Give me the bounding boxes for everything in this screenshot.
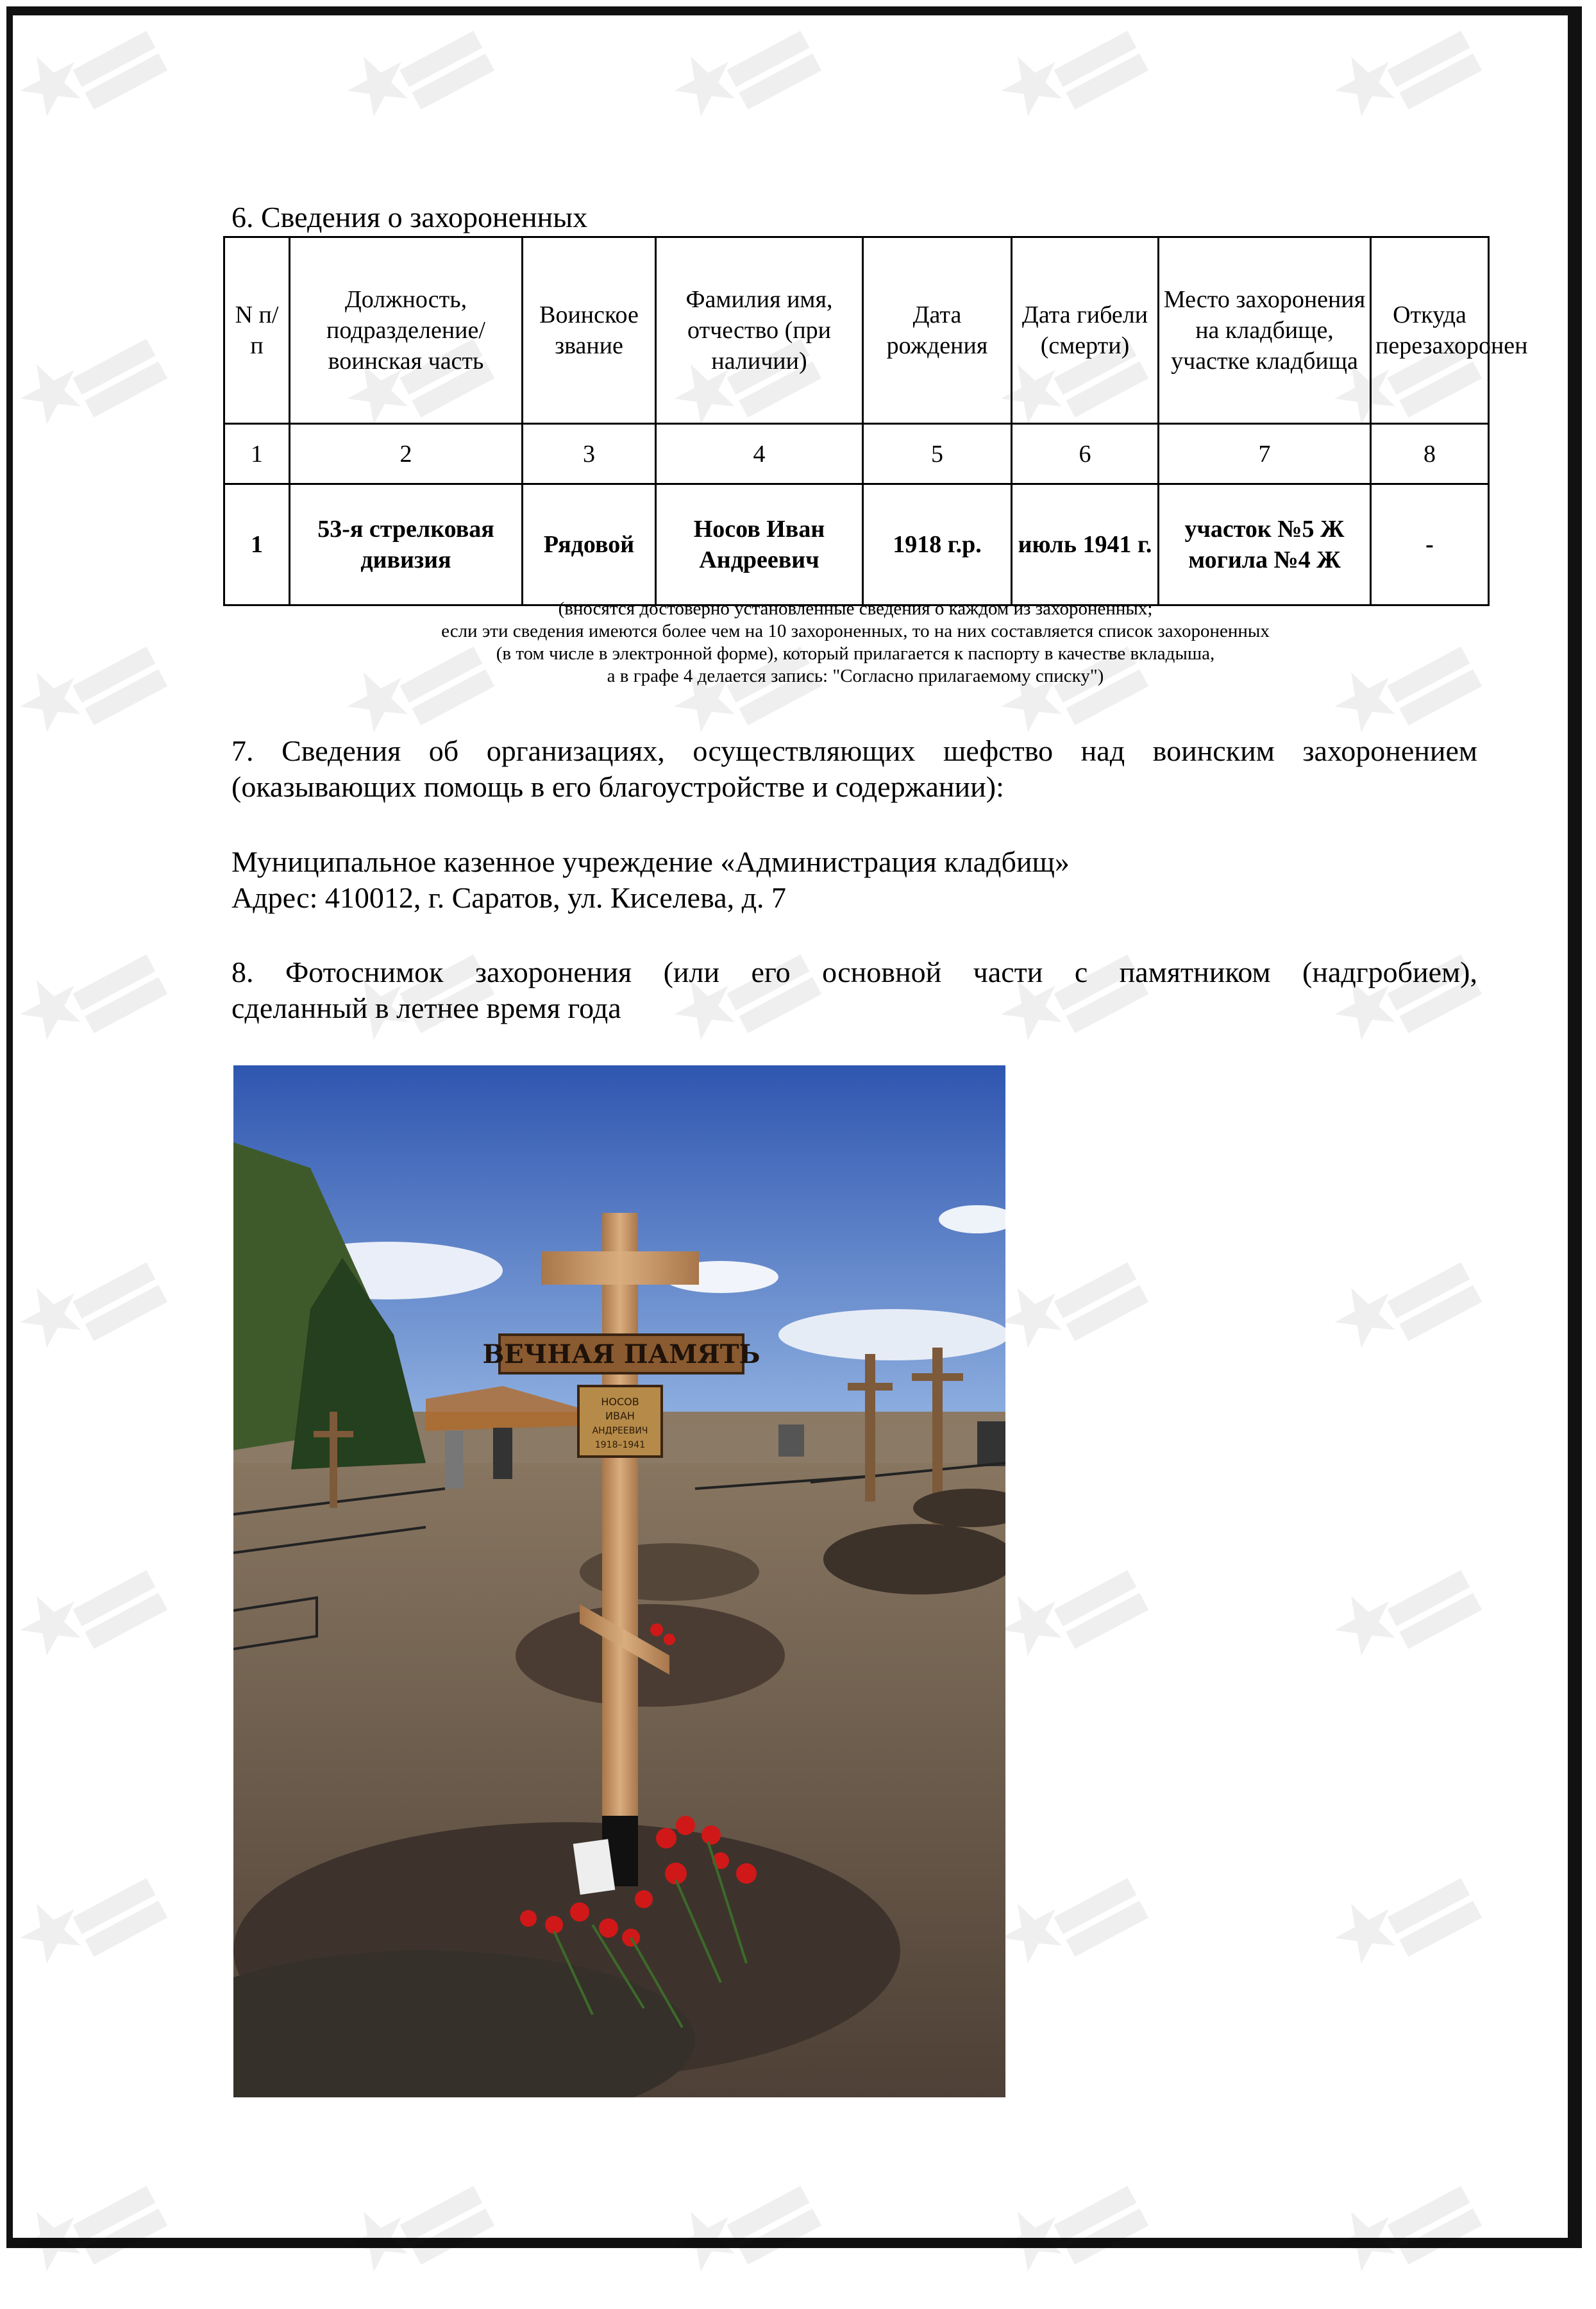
footnote-line: если эти сведения имеются более чем на 10 захороненных, то на них составляется список захороненных — [441, 621, 1270, 641]
header-cell: Фамилия имя, отчество (при наличии) — [656, 237, 863, 424]
column-number: 1 — [224, 424, 290, 484]
burial-place-cell: участок №5 Ж могила №4 Ж — [1159, 484, 1371, 605]
burial-photo-image — [233, 1065, 1005, 2097]
header-cell: Воинское звание — [523, 237, 656, 424]
section-7-line-1: 7. Сведения об организациях, осуществляющих шефство над воинским захоронением — [231, 734, 1477, 767]
table-footnote — [223, 598, 1488, 688]
organization-name: Муниципальное казенное учреждение «Администрация кладбищ» — [231, 845, 1070, 878]
section-7-line-2: (оказывающих помощь в его благоустройстве и содержании): — [231, 770, 1004, 803]
plaque-line: 1918–1941 — [594, 1440, 646, 1450]
row-number: 1 — [224, 484, 290, 605]
column-number: 4 — [656, 424, 863, 484]
burials-table — [223, 236, 1528, 606]
header-cell: Дата рождения — [863, 237, 1012, 424]
header-cell: Место захоронения на кладбище, участке кладбища — [1159, 237, 1371, 424]
death-date-cell: июль 1941 г. — [1012, 484, 1159, 605]
birth-date-cell: 1918 г.р. — [863, 484, 1012, 605]
column-number: 2 — [290, 424, 523, 484]
table-row — [224, 484, 1489, 605]
rank-cell: Рядовой — [523, 484, 656, 605]
section-8-line-2: сделанный в летнее время года — [231, 992, 621, 1024]
unit-cell: 53-я стрелковая дивизия — [290, 484, 523, 605]
plaque-line: ИВАН — [605, 1410, 635, 1422]
column-number: 3 — [523, 424, 656, 484]
column-number: 8 — [1371, 424, 1489, 484]
column-number: 5 — [863, 424, 1012, 484]
burial-photo — [233, 1065, 1005, 2097]
header-cell: Откуда перезахоронен — [1371, 237, 1489, 424]
cross-inscription: ВЕЧНАЯ ПАМЯТЬ — [482, 1339, 760, 1369]
header-cell: Должность, подразделение/воинская часть — [290, 237, 523, 424]
footnote-line: (вносятся достоверно установленные сведения о каждом из захороненных; — [558, 598, 1153, 619]
table-header-row — [224, 237, 1489, 424]
plaque-line: АНДРЕЕВИЧ — [592, 1426, 648, 1436]
footnote-line: а в графе 4 делается запись: "Согласно прилагаемому списку") — [607, 666, 1104, 686]
section-8-line-1: 8. Фотоснимок захоронения (или его основной части с памятником (надгробием), — [231, 956, 1477, 988]
header-cell: Дата гибели (смерти) — [1012, 237, 1159, 424]
section-6-title: 6. Сведения о захороненных — [231, 201, 588, 233]
full-name-cell: Носов Иван Андреевич — [656, 484, 863, 605]
organization-address: Адрес: 410012, г. Саратов, ул. Киселева, д. 7 — [231, 881, 787, 914]
header-cell: N п/п — [224, 237, 290, 424]
plaque-line: НОСОВ — [601, 1396, 639, 1408]
footnote-line: (в том числе в электронной форме), который прилагается к паспорту в качестве вкладыша, — [496, 643, 1215, 664]
column-number: 7 — [1159, 424, 1371, 484]
column-number-row — [224, 424, 1489, 484]
column-number: 6 — [1012, 424, 1159, 484]
reburied-from-cell: - — [1371, 484, 1489, 605]
